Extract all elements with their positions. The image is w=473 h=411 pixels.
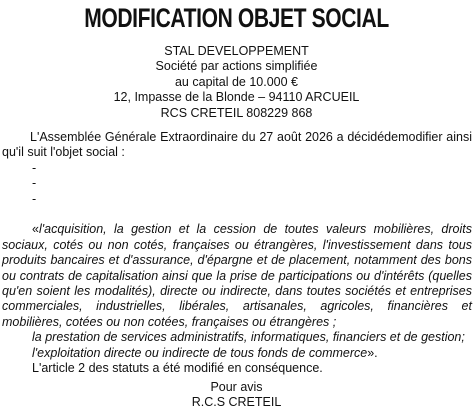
signoff-rcs: R.C.S CRETEIL bbox=[191, 395, 282, 410]
signoff-block bbox=[0, 380, 473, 411]
close-quote: ». bbox=[367, 345, 378, 360]
intro-paragraph: L'Assemblée Générale Extraordinaire du 27 août 2026 a décidédemodifier ainsi qu'il suit l'objet social : bbox=[2, 130, 472, 160]
dash-item: - bbox=[32, 176, 37, 191]
company-name: STAL DEVELOPPEMENT bbox=[164, 44, 309, 58]
notice-body bbox=[2, 130, 472, 376]
commerce-line-wrap bbox=[2, 346, 472, 361]
article-line: L'article 2 des statuts a été modifié en conséquence. bbox=[32, 361, 323, 376]
signoff-pour-avis: Pour avis bbox=[210, 380, 263, 394]
company-address: 12, Impasse de la Blonde – 94110 ARCUEIL bbox=[113, 90, 360, 105]
commerce-line: l'exploitation directe ou indirecte de tous fonds de commerce bbox=[32, 345, 368, 360]
object-paragraph bbox=[2, 222, 472, 330]
company-block bbox=[0, 44, 473, 121]
company-rcs: RCS CRETEIL 808229 868 bbox=[160, 105, 313, 120]
company-form: Société par actions simplifiée bbox=[155, 59, 318, 74]
dash-item: - bbox=[32, 160, 37, 175]
object-text: l'acquisition, la gestion et la cession de toutes valeurs mobilières, droits sociaux, cotés ou non cotés, françaises ou étrangères, l'investissement dans tous produits bancaires et d'assurance, d'épargne et de placement, notamment des bons ou contrats de capitalisation ainsi que la prise de participations ou d'intérêts (quelles qu'en soient les modalités), directe ou indirecte, dans toutes sociétés et entreprises commerciales, industrielles, libérales, artisanales, agricoles, financières et mobilières, cotées ou non cotées, françaises ou étrangères ; bbox=[2, 222, 472, 329]
spacer bbox=[2, 207, 472, 222]
notice-title: MODIFICATION OBJET SOCIAL bbox=[84, 3, 389, 33]
service-line: la prestation de services administratifs, informatiques, financiers et de gestion; bbox=[32, 330, 465, 345]
open-quote: « bbox=[32, 222, 39, 237]
dash-item: - bbox=[32, 191, 37, 206]
company-capital: au capital de 10.000 € bbox=[174, 74, 299, 89]
